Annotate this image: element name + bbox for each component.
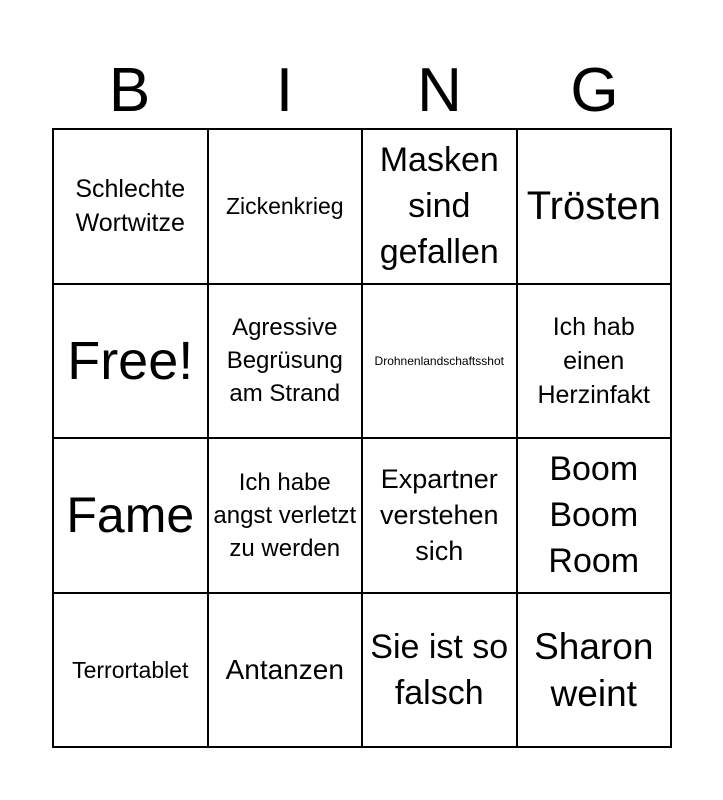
bingo-cell[interactable] <box>209 130 364 285</box>
cell-text: Expartner verstehen sich <box>379 464 499 567</box>
bingo-cell[interactable] <box>209 285 364 440</box>
cell-text: Ich habe angst verletzt zu werden <box>213 468 357 562</box>
cell-text: Boom Boom Room <box>548 450 640 581</box>
cell-text: Sie ist so falsch <box>370 627 509 712</box>
cell-text: Drohnenlandschaftsshot <box>374 353 504 368</box>
cell-text: Fame <box>66 487 195 544</box>
bingo-cell[interactable] <box>518 594 673 749</box>
bingo-cell[interactable] <box>363 594 518 749</box>
bingo-cell[interactable] <box>54 285 209 440</box>
cell-text: Terrortablet <box>72 656 189 683</box>
bingo-cell[interactable] <box>54 594 209 749</box>
bingo-grid <box>52 128 672 748</box>
cell-text: Agressive Begrüsung am Strand <box>226 314 343 408</box>
bingo-cell[interactable] <box>363 130 518 285</box>
cell-text: Masken sind gefallen <box>379 141 499 272</box>
bingo-cell[interactable] <box>54 439 209 594</box>
cell-text: Antanzen <box>225 653 344 685</box>
cell-text: Ich hab einen Herzinfakt <box>537 312 651 409</box>
cell-text: Sharon weint <box>534 625 654 714</box>
bingo-cell[interactable] <box>54 130 209 285</box>
cell-text: Free! <box>67 330 194 391</box>
bingo-cell[interactable] <box>518 130 673 285</box>
cell-text: Zickenkrieg <box>225 193 344 220</box>
bingo-cell[interactable] <box>363 285 518 440</box>
header-letter-g: G <box>570 56 619 125</box>
cell-text: Trösten <box>526 184 661 229</box>
bingo-cell[interactable] <box>363 439 518 594</box>
bingo-cell[interactable] <box>209 594 364 749</box>
bingo-cell[interactable] <box>209 439 364 594</box>
cell-text: Schlechte Wortwitze <box>75 175 186 238</box>
bingo-cell[interactable] <box>518 439 673 594</box>
bingo-header <box>52 55 672 127</box>
header-letter-i: I <box>275 56 294 125</box>
header-letter-b: B <box>108 56 151 125</box>
bingo-cell[interactable] <box>518 285 673 440</box>
header-letter-n: N <box>417 56 462 125</box>
